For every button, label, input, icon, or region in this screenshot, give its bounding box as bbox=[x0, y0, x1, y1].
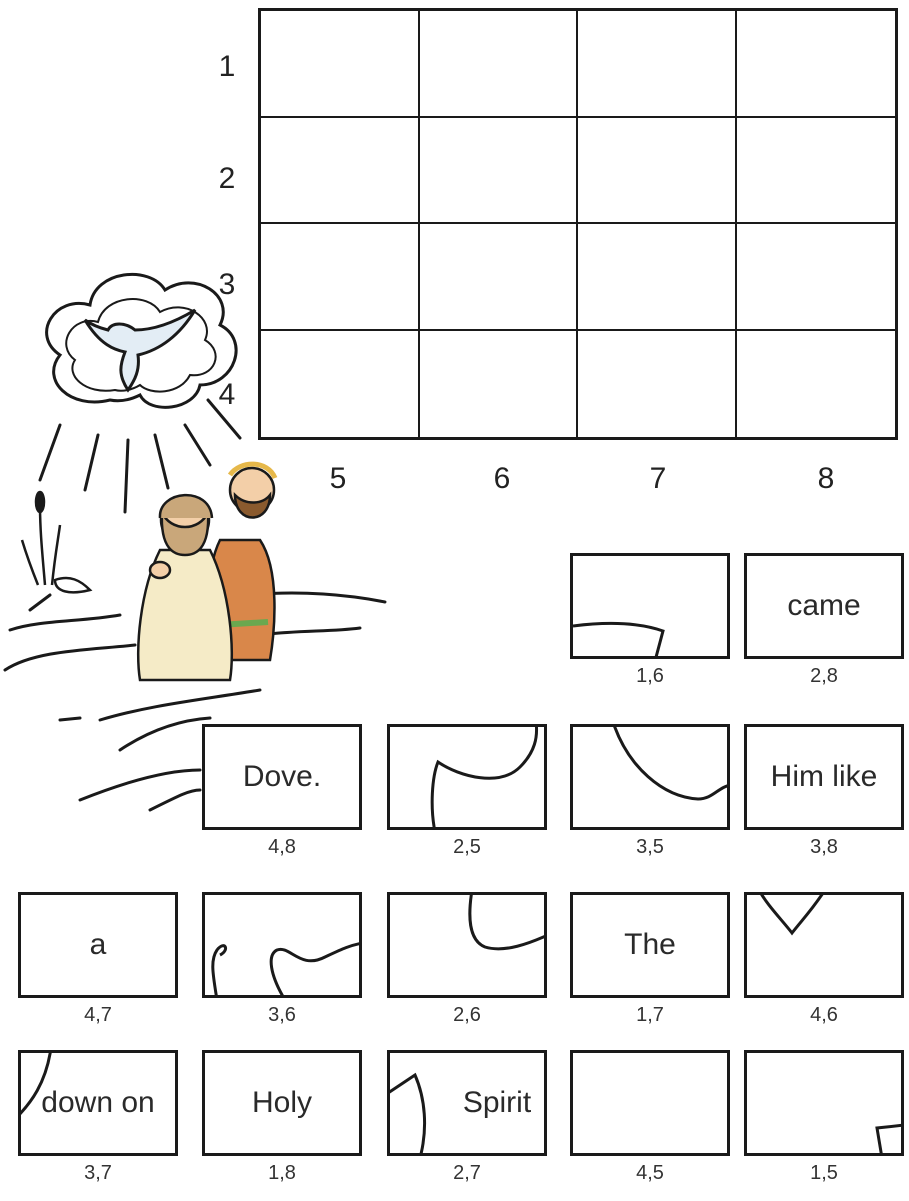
jesus-figure bbox=[138, 495, 232, 680]
puzzle-piece[interactable] bbox=[387, 1050, 547, 1184]
piece-word: Dove. bbox=[242, 760, 322, 793]
grid-cell[interactable] bbox=[420, 11, 579, 118]
puzzle-piece[interactable] bbox=[202, 1050, 362, 1184]
piece-word: down on bbox=[41, 1086, 155, 1119]
grid-cell[interactable] bbox=[578, 11, 737, 118]
grid-cell[interactable] bbox=[737, 11, 896, 118]
grid-cell[interactable] bbox=[420, 118, 579, 225]
column-label-7: 7 bbox=[649, 462, 667, 495]
piece-coordinate: 3,8 bbox=[810, 836, 838, 858]
piece-coordinate: 2,7 bbox=[453, 1162, 481, 1184]
piece-word: The bbox=[624, 928, 676, 961]
puzzle-piece[interactable] bbox=[744, 553, 904, 687]
piece-tile[interactable] bbox=[570, 553, 730, 659]
piece-coordinate: 3,5 bbox=[636, 836, 664, 858]
puzzle-piece[interactable] bbox=[570, 724, 730, 858]
piece-tile[interactable] bbox=[744, 892, 904, 998]
piece-coordinate: 3,7 bbox=[84, 1162, 112, 1184]
column-label-6: 6 bbox=[493, 462, 511, 495]
reeds-plant bbox=[22, 492, 90, 592]
piece-word: a bbox=[89, 928, 107, 961]
grid-cell[interactable] bbox=[737, 224, 896, 331]
curve-shape bbox=[747, 1053, 901, 1153]
piece-coordinate: 2,6 bbox=[453, 1004, 481, 1026]
puzzle-piece[interactable] bbox=[744, 1050, 904, 1184]
grid-cell[interactable] bbox=[420, 224, 579, 331]
row-label-2: 2 bbox=[218, 162, 236, 195]
curve-shape bbox=[390, 727, 544, 827]
puzzle-piece[interactable] bbox=[18, 1050, 178, 1184]
piece-coordinate: 1,6 bbox=[636, 665, 664, 687]
grid-cell[interactable] bbox=[578, 331, 737, 438]
piece-coordinate: 1,5 bbox=[810, 1162, 838, 1184]
piece-word: Spirit bbox=[462, 1086, 532, 1119]
curve-shape bbox=[573, 727, 727, 827]
grid-cell[interactable] bbox=[261, 118, 420, 225]
piece-tile[interactable] bbox=[744, 553, 904, 659]
grid-cell[interactable] bbox=[737, 331, 896, 438]
grid-cell[interactable] bbox=[261, 11, 420, 118]
puzzle-piece[interactable] bbox=[570, 553, 730, 687]
puzzle-piece[interactable] bbox=[18, 892, 178, 1026]
grid-cell[interactable] bbox=[578, 224, 737, 331]
piece-coordinate: 1,7 bbox=[636, 1004, 664, 1026]
puzzle-piece[interactable] bbox=[202, 892, 362, 1026]
piece-coordinate: 1,8 bbox=[268, 1162, 296, 1184]
piece-coordinate: 2,8 bbox=[810, 665, 838, 687]
puzzle-piece[interactable] bbox=[570, 1050, 730, 1184]
piece-tile[interactable] bbox=[202, 724, 362, 830]
piece-tile[interactable] bbox=[387, 1050, 547, 1156]
piece-tile[interactable] bbox=[202, 1050, 362, 1156]
curve-shape bbox=[205, 895, 359, 995]
piece-tile[interactable] bbox=[744, 724, 904, 830]
piece-coordinate: 4,7 bbox=[84, 1004, 112, 1026]
curve-shape bbox=[747, 895, 901, 995]
piece-coordinate: 4,5 bbox=[636, 1162, 664, 1184]
puzzle-piece[interactable] bbox=[744, 892, 904, 1026]
piece-word: Him like bbox=[770, 760, 878, 793]
light-rays bbox=[40, 400, 240, 512]
piece-tile[interactable] bbox=[570, 892, 730, 998]
piece-tile[interactable] bbox=[18, 892, 178, 998]
piece-word: came bbox=[787, 589, 861, 622]
piece-coordinate: 3,6 bbox=[268, 1004, 296, 1026]
curve-shape bbox=[573, 556, 727, 656]
row-label-4: 4 bbox=[218, 378, 236, 411]
piece-tile[interactable] bbox=[570, 724, 730, 830]
row-label-3: 3 bbox=[218, 268, 236, 301]
piece-tile[interactable] bbox=[18, 1050, 178, 1156]
piece-coordinate: 4,8 bbox=[268, 836, 296, 858]
grid-cell[interactable] bbox=[578, 118, 737, 225]
puzzle-piece[interactable] bbox=[387, 724, 547, 858]
curve-shape bbox=[390, 895, 544, 995]
grid-cell[interactable] bbox=[420, 331, 579, 438]
piece-tile[interactable] bbox=[387, 892, 547, 998]
puzzle-piece[interactable] bbox=[744, 724, 904, 858]
grid-cell[interactable] bbox=[737, 118, 896, 225]
puzzle-piece[interactable] bbox=[202, 724, 362, 858]
column-label-8: 8 bbox=[817, 462, 835, 495]
puzzle-piece[interactable] bbox=[387, 892, 547, 1026]
piece-tile[interactable] bbox=[744, 1050, 904, 1156]
puzzle-piece[interactable] bbox=[570, 892, 730, 1026]
piece-coordinate: 4,6 bbox=[810, 1004, 838, 1026]
row-label-1: 1 bbox=[218, 50, 236, 83]
piece-tile[interactable] bbox=[387, 724, 547, 830]
piece-coordinate: 2,5 bbox=[453, 836, 481, 858]
piece-word: Holy bbox=[251, 1086, 312, 1119]
piece-tile[interactable] bbox=[202, 892, 362, 998]
piece-tile[interactable] bbox=[570, 1050, 730, 1156]
column-label-5: 5 bbox=[329, 462, 347, 495]
